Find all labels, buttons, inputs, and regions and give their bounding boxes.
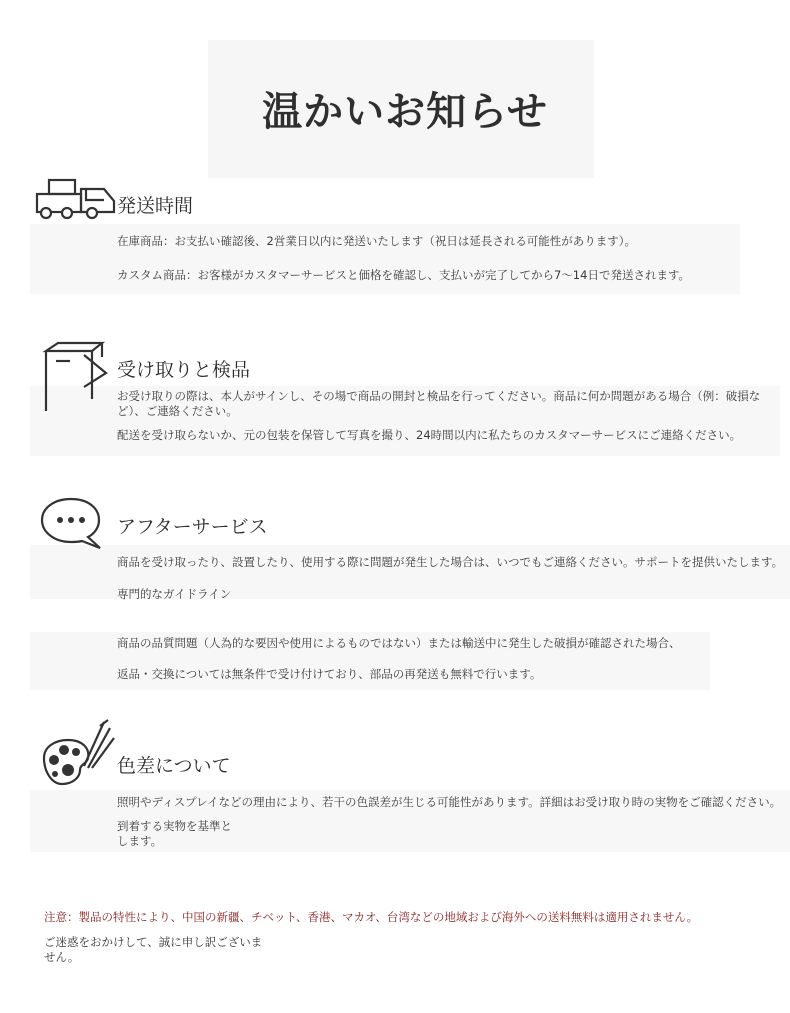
receipt-text-2: 配送を受け取らないか、元の包装を保管して写真を撮り、24時間以内に私たちのカスタマーサービスにご連絡ください。 [117, 428, 742, 442]
section-title-color: 色差について [117, 755, 231, 777]
shipping-text-1: 在庫商品：お支払い確認後、2営業日以内に発送いたします（祝日は延長される可能性があります）。 [117, 234, 637, 248]
color-text-1: 照明やディスプレイなどの理由により、若干の色誤差が生じる可能性があります。詳細はお受け取り時の実物をご確認ください。 [117, 795, 782, 809]
section-title-after-sales: アフターサービス [117, 516, 268, 538]
page-title: 温かいお知らせ [262, 89, 548, 135]
after-sales-text-2: 専門的なガイドライン [117, 587, 232, 601]
after-sales-text-1: 商品を受け取ったり、設置したり、使用する際に問題が発生した場合は、いつでもご連絡ください。サポートを提供いたします。 [117, 555, 784, 569]
after-sales-text-3: 商品の品質問題（人為的な要因や使用によるものではない）または輸送中に発生した破損が確認された場合、 [117, 636, 681, 650]
truck-icon [34, 177, 124, 223]
section-title-receipt: 受け取りと検品 [117, 359, 251, 381]
shipping-warning: 注意：製品の特性により、中国の新疆、チベット、香港、マカオ、台湾などの地域および海外への送料無料は適用されません。 [44, 910, 699, 924]
chat-bubble-icon [38, 496, 104, 552]
section-title-shipping: 発送時間 [117, 195, 194, 217]
box-icon [40, 341, 114, 415]
shipping-text-2: カスタム商品：お客様がカスタマーサービスと価格を確認し、支払いが完了してから7〜14日で発送されます。 [117, 268, 691, 282]
palette-icon [38, 718, 118, 790]
receipt-text-1: お受け取りの際は、本人がサインし、その場で商品の開封と検品を行ってください。商品に何か問題がある場合（例：破損など）、ご連絡ください。 [117, 389, 761, 418]
apology-text: ご迷惑をおかけして、誠に申し訳ございません。 [44, 935, 263, 964]
after-sales-text-4: 返品・交換については無条件で受け付けており、部品の再発送も無料で行います。 [117, 667, 542, 681]
color-text-2: 到着する実物を基準とします。 [117, 819, 232, 848]
